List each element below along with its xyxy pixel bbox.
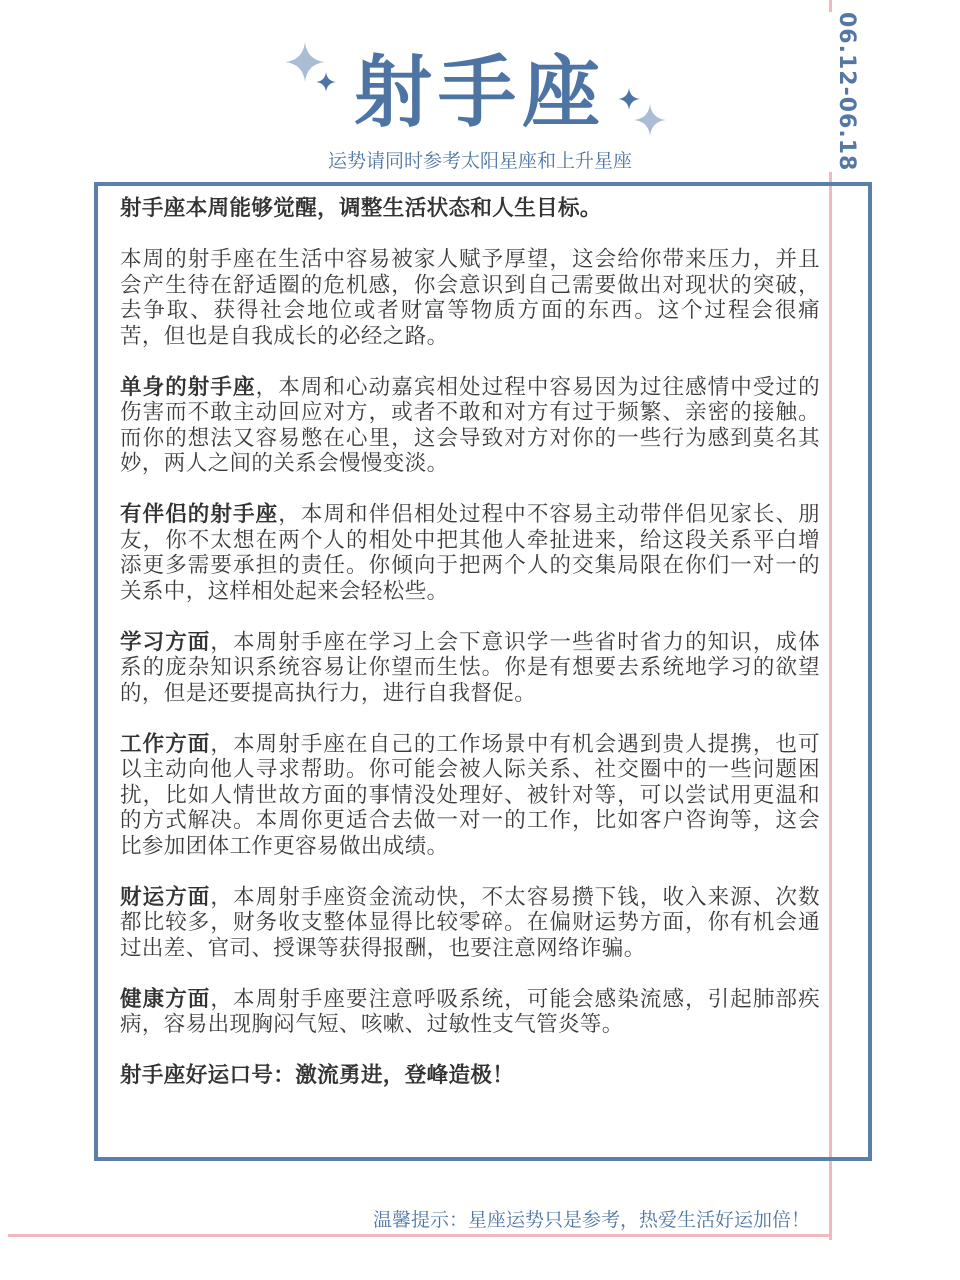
section-partnered: 有伴侣的射手座，本周和伴侣相处过程中不容易主动带伴侣见家长、朋友，你不太想在两个人的相处中把其他人牵扯进来，给这段关系平白增添更多需要承担的责任。你倾向于把两个人的交集局限在你们一对一的关系中，这样相处起来会轻松些。 [120, 502, 820, 604]
section-health: 健康方面，本周射手座要注意呼吸系统，可能会感染流感，引起肺部疾病，容易出现胸闷气短、咳嗽、过敏性支气管炎等。 [120, 986, 820, 1037]
headline: 射手座本周能够觉醒，调整生活状态和人生目标。 [120, 196, 602, 221]
date-range: 06.12-06.18 [826, 12, 866, 172]
section-finance: 财运方面，本周射手座资金流动快，不太容易攒下钱，收入来源、次数都比较多，财务收支整体显得比较零碎。在偏财运势方面，你有机会通过出差、官司、授课等获得报酬，也要注意网络诈骗。 [120, 884, 820, 961]
subtitle: 运势请同时参考太阳星座和上升星座 [327, 150, 632, 172]
page-title: 射手座 [353, 48, 606, 138]
slogan: 射手座好运口号：激流勇进，登峰造极！ [120, 1063, 515, 1088]
footer-tip: 温馨提示：星座运势只是参考，热爱生活好运加倍！ [372, 1209, 810, 1231]
pink-horizontal-line [8, 1234, 832, 1237]
intro-paragraph: 本周的射手座在生活中容易被家人赋予厚望，这会给你带来压力，并且会产生待在舒适圈的危机感，你会意识到自己需要做出对现状的突破，去争取、获得社会地位或者财富等物质方面的东西。这个过程会很痛苦，但也是自我成长的必经之路。 [120, 247, 820, 349]
section-study: 学习方面，本周射手座在学习上会下意识学一些省时省力的知识，成体系的庞杂知识系统容易让你望而生怯。你是有想要去系统地学习的欲望的，但是还要提高执行力，进行自我督促。 [120, 629, 820, 706]
horoscope-content [120, 196, 820, 1114]
section-single: 单身的射手座，本周和心动嘉宾相处过程中容易因为过往感情中受过的伤害而不敢主动回应对方，或者不敢和对方有过于频繁、亲密的接触。而你的想法又容易憋在心里，这会导致对方对你的一些行为感到莫名其妙，两人之间的关系会慢慢变淡。 [120, 374, 820, 476]
section-work: 工作方面，本周射手座在自己的工作场景中有机会遇到贵人提携，也可以主动向他人寻求帮助。你可能会被人际关系、社交圈中的一些问题困扰，比如人情世故方面的事情没处理好、被针对等，可以尝试用更温和的方式解决。本周你更适合去做一对一的工作，比如客户咨询等，这会比参加团体工作更容易做出成绩。 [120, 731, 820, 859]
